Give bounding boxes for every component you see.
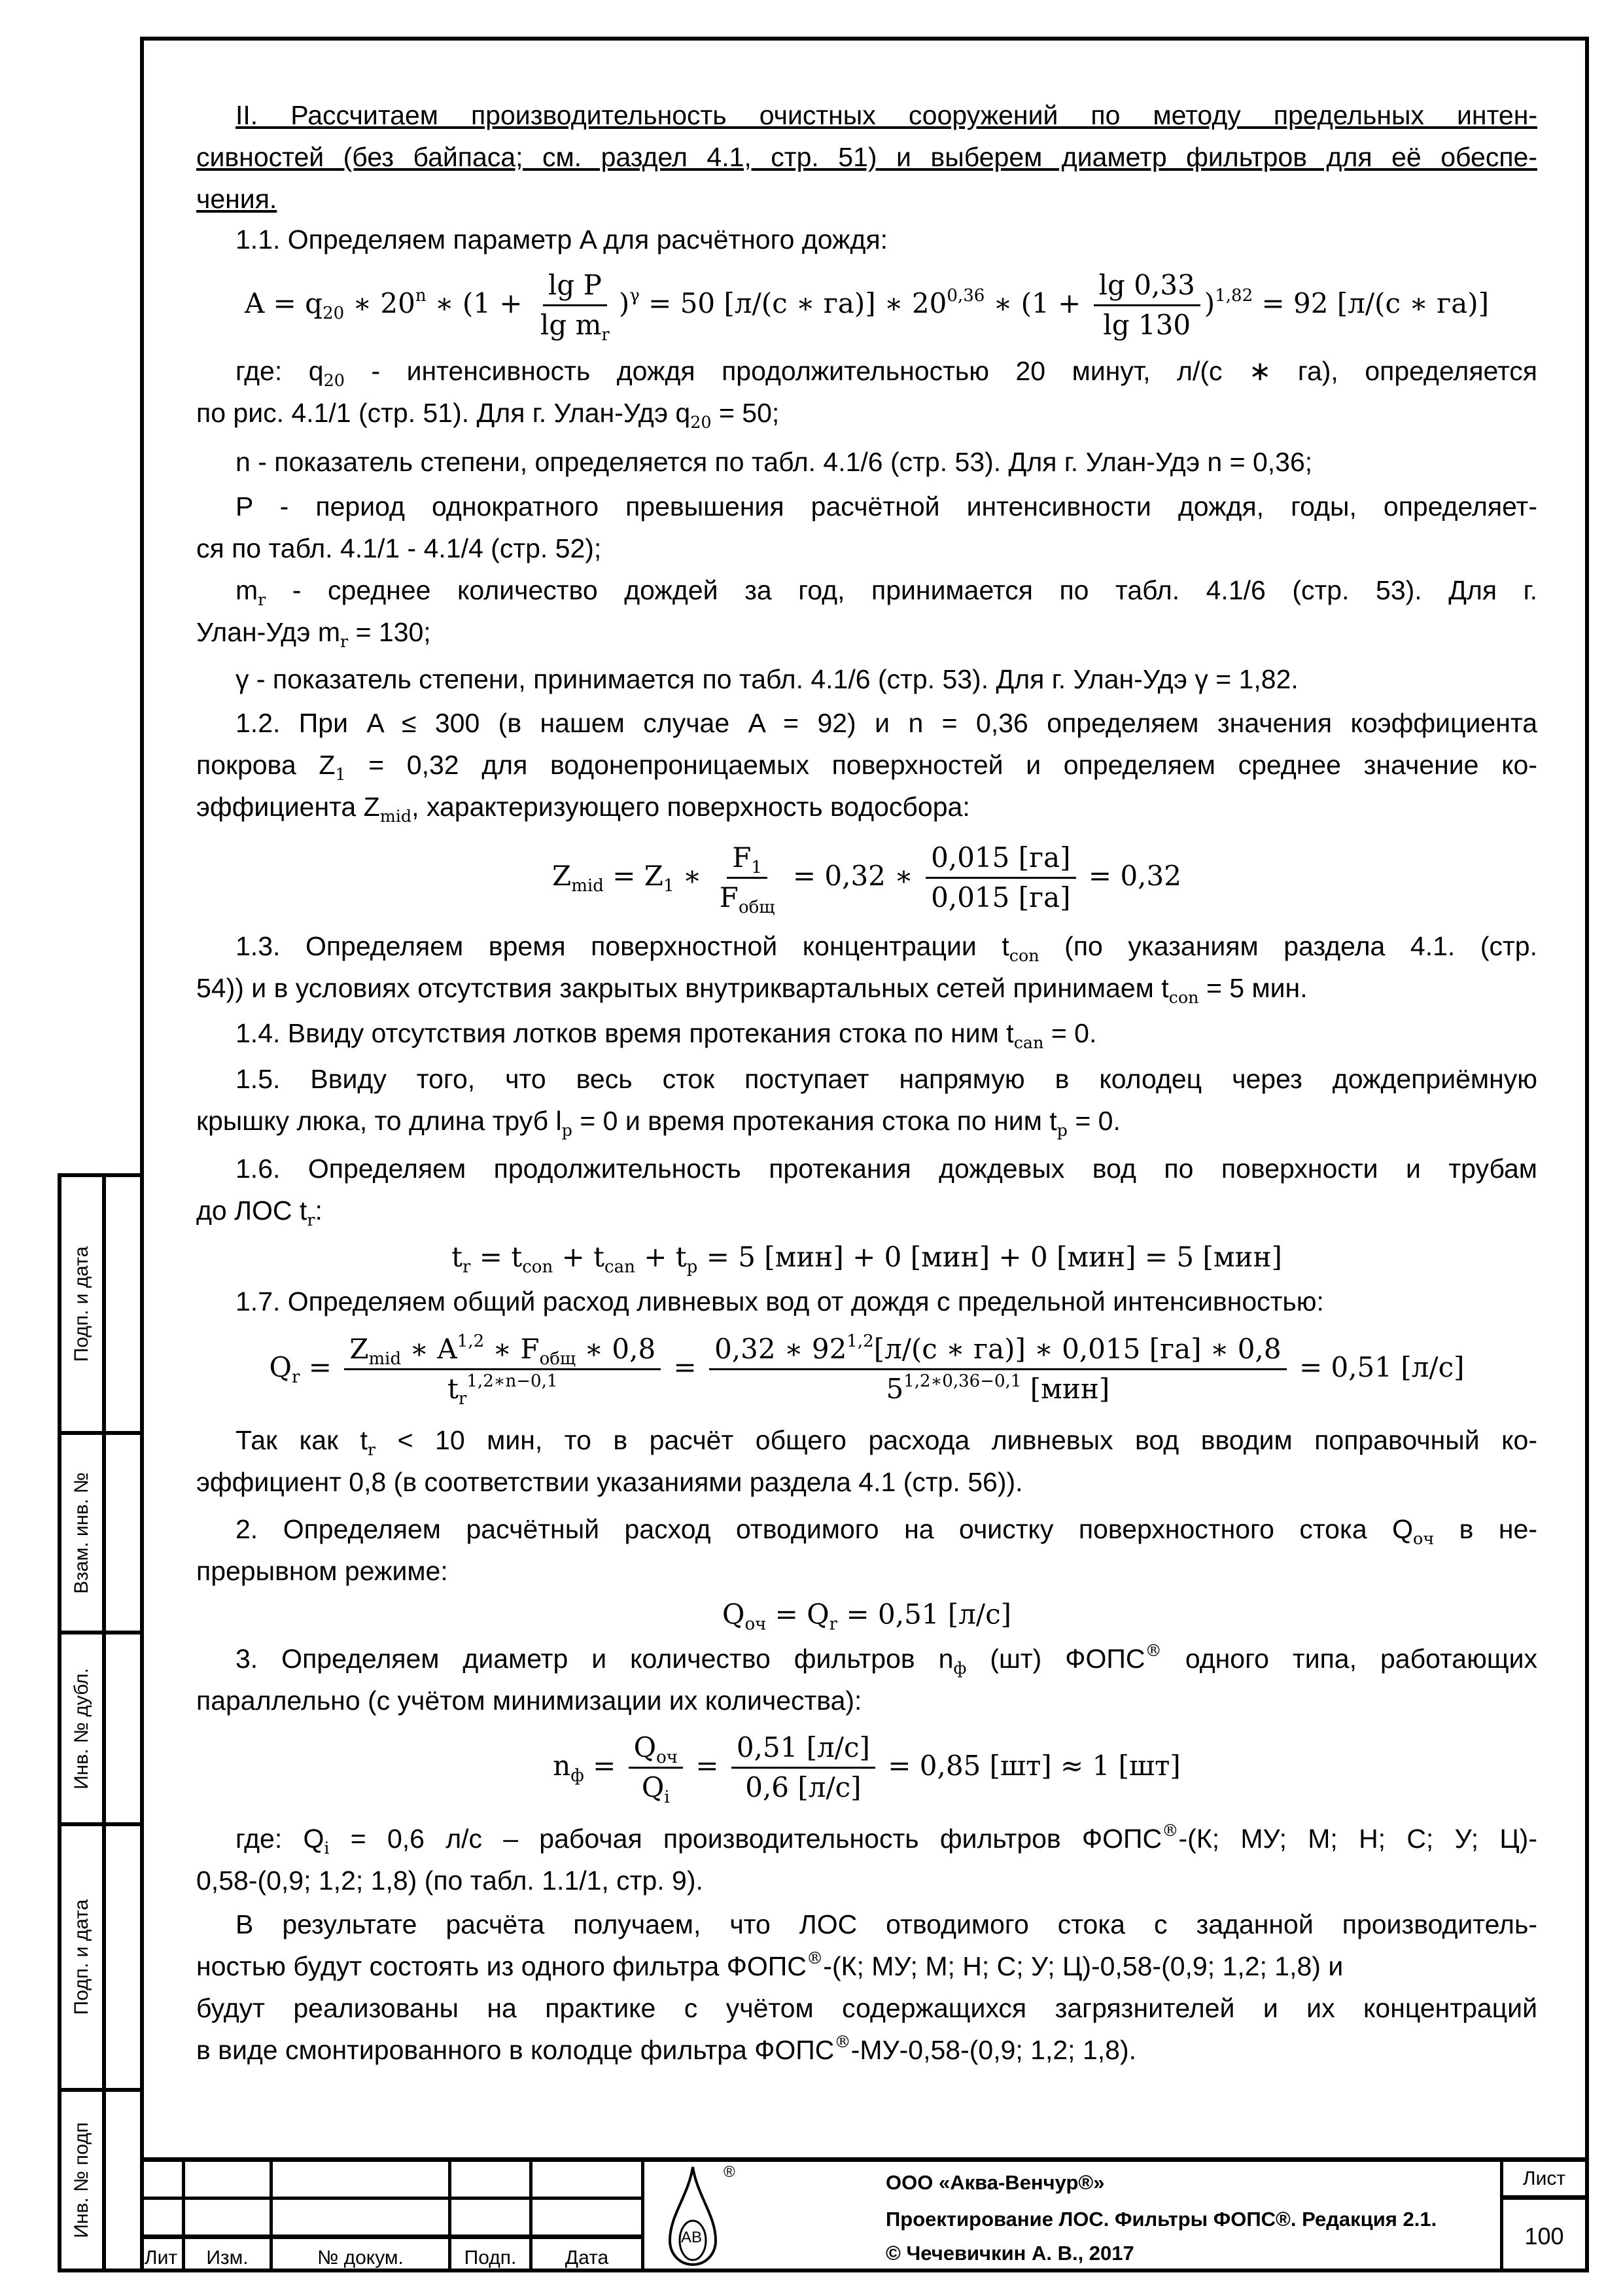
text-line — [196, 1638, 1537, 1680]
subscript: mid — [571, 876, 604, 896]
text-run: в не- — [1434, 1514, 1537, 1544]
text-run: t — [447, 1373, 459, 1405]
text-run: где: Q — [236, 1824, 324, 1854]
subscript: con — [522, 1257, 553, 1277]
superscript: ® — [1145, 1640, 1162, 1661]
text-line — [196, 1508, 1537, 1550]
fraction — [629, 1731, 683, 1808]
column-izm — [185, 2239, 273, 2272]
subscript: 1 — [751, 858, 762, 878]
paragraph-1-2 — [196, 702, 1537, 828]
subscript: can — [1013, 1032, 1044, 1052]
text-run: lg m — [540, 309, 602, 342]
numerator — [926, 841, 1075, 879]
subscript: оч — [1413, 1528, 1435, 1548]
superscript: γ — [629, 285, 640, 306]
subscript: con — [1168, 987, 1199, 1007]
company-name: ООО «Аква-Венчур®» — [886, 2171, 1105, 2194]
text-run: = 0. — [1043, 1018, 1097, 1048]
text-run: в виде смонтированного в колодце фильтра ФОПС — [196, 2035, 835, 2065]
text-run: A = q — [244, 287, 323, 319]
text-line — [196, 1190, 1537, 1231]
title-block — [140, 2157, 1589, 2272]
formula-tr — [196, 1241, 1537, 1277]
subscript: r — [340, 631, 349, 651]
text-line — [196, 1860, 1537, 1901]
stamp-row — [61, 1177, 140, 1435]
numerator — [1094, 269, 1200, 306]
text-run: 1.2. При A ≤ 300 (в нашем случае A = 92) и n = 0,36 определяем значения коэффициента — [236, 708, 1537, 738]
text-run: где: q — [236, 356, 324, 386]
formula-a — [196, 269, 1537, 345]
text-run: + t — [553, 1241, 605, 1273]
text-run: сивностей (без байпаса; см. раздел 4.1, стр. 51) и выберем диаметр фильтров для её обеспе- — [196, 142, 1537, 172]
superscript: ® — [806, 1948, 824, 1968]
column-lit — [140, 2239, 185, 2272]
text-run: 54)) и в условиях отсутствия закрытых внутриквартальных сетей принимаем t — [196, 973, 1169, 1003]
text-line — [196, 925, 1537, 967]
logo-letters: АВ — [681, 2229, 703, 2246]
denominator — [881, 1371, 1115, 1406]
subscript: r — [291, 1368, 300, 1388]
text-run: [мин] — [1021, 1373, 1110, 1405]
subscript: r — [307, 1209, 315, 1229]
formula-qoch — [196, 1598, 1537, 1634]
text-run: + t — [635, 1241, 687, 1273]
stamp-label: Инв. № подп — [71, 2122, 92, 2238]
subscript: i — [664, 1788, 670, 1808]
text-run: ∗ 20 — [344, 287, 415, 319]
superscript: ® — [1162, 1820, 1179, 1841]
text-run: 5 — [886, 1373, 904, 1405]
text-run: 0,51 [л/с] — [736, 1731, 870, 1764]
text-run: lg 0,33 — [1098, 269, 1195, 302]
text-run: ) — [618, 287, 630, 319]
text-run: = Z — [603, 860, 663, 892]
text-run: В результате расчёта получаем, что ЛОС отводимого стока с заданной производитель- — [236, 1909, 1537, 1939]
text-line — [196, 94, 1537, 136]
fraction — [344, 1331, 661, 1409]
text-run: P - период однократного превышения расчётной интенсивности дождя, годы, определяет- — [236, 491, 1537, 521]
text-run: ∗ (1 + — [985, 287, 1090, 319]
paragraph-p — [196, 486, 1537, 569]
formula-zmid — [196, 841, 1537, 918]
text-run: 1.7. Определяем общий расход ливневых вод от дождя с предельной интенсивностью: — [236, 1286, 1324, 1316]
stamp-row — [61, 1826, 140, 2092]
text-run: -(К; МУ; М; Н; С; У; Ц)-0,58-(0,9; 1,2; 1,8) и — [823, 1951, 1344, 1981]
stamp-label: Подп. и дата — [71, 1246, 92, 1362]
text-run: - среднее количество дождей за год, принимается по табл. 4.1/6 (стр. 53). Для г. — [266, 575, 1537, 605]
paragraph-2 — [196, 1508, 1537, 1592]
paragraph-1-4 — [196, 1012, 1537, 1054]
text-run: n — [553, 1750, 571, 1782]
text-run: = 5 [мин] + 0 [мин] + 0 [мин] = 5 [мин] — [697, 1241, 1282, 1273]
denominator — [1098, 307, 1196, 342]
subscript: ф — [953, 1657, 967, 1678]
paragraph-1-6 — [196, 1148, 1537, 1231]
text-line — [196, 486, 1537, 527]
fraction — [535, 269, 615, 345]
text-line — [196, 1148, 1537, 1190]
subscript: p — [1056, 1120, 1068, 1140]
column-label: Лит — [144, 2247, 178, 2269]
text-line — [196, 527, 1537, 569]
subscript: r — [829, 1614, 838, 1634]
subscript: 1 — [663, 876, 674, 896]
text-run: 0,58-(0,9; 1,2; 1,8) (по табл. 1.1/1, стр. 9). — [196, 1865, 703, 1896]
text-run: < 10 мин, то в расчёт общего расхода ливневых вод вводим поправочный ко- — [375, 1425, 1537, 1455]
text-run: ∗ F — [484, 1333, 540, 1366]
text-run: n - показатель степени, определяется по табл. 4.1/6 (стр. 53). Для г. Улан-Удэ n = 0,36; — [236, 447, 1313, 477]
text-run: = 130; — [348, 617, 431, 647]
superscript: ® — [834, 2032, 851, 2052]
stamp-label: Инв. № дубл. — [71, 1667, 92, 1790]
superscript: 1,2 — [457, 1331, 485, 1351]
paragraph-result — [196, 1903, 1537, 2071]
text-run: = 0,32 для водонепроницаемых поверхностей и определяем среднее значение ко- — [345, 750, 1537, 780]
sheet-number-cell — [1500, 2200, 1585, 2272]
text-run: Q — [269, 1351, 292, 1383]
subscript: 1 — [335, 764, 346, 784]
text-run: Q — [633, 1731, 657, 1764]
text-run: параллельно (с учётом минимизации их количества): — [196, 1686, 862, 1716]
text-line — [196, 1100, 1537, 1142]
text-line — [196, 1550, 1537, 1592]
numerator — [543, 269, 607, 306]
paragraph-1-7 — [196, 1280, 1537, 1322]
text-line — [196, 1012, 1537, 1054]
text-line — [196, 1680, 1537, 1722]
subscript: r — [601, 325, 610, 345]
subscript: r — [462, 1257, 471, 1277]
text-line — [196, 1280, 1537, 1322]
numerator — [727, 841, 767, 879]
superscript: 1,2 — [846, 1331, 874, 1351]
text-line — [196, 702, 1537, 744]
subscript: 20 — [323, 370, 345, 390]
fraction — [731, 1731, 875, 1805]
text-run: прерывном режиме: — [196, 1556, 448, 1586]
denominator — [442, 1371, 563, 1409]
denominator — [740, 1769, 866, 1805]
column-doc-number — [273, 2239, 451, 2272]
text-run: ∗ 0,8 — [576, 1333, 656, 1366]
subscript: 20 — [323, 304, 345, 324]
fraction — [926, 841, 1075, 915]
text-run: F — [732, 841, 752, 874]
text-run: = — [686, 1750, 727, 1782]
subscript: оч — [744, 1614, 767, 1634]
text-run: ностью будут состоять из одного фильтра ФОПС — [196, 1951, 807, 1981]
text-run: = 0,85 [шт] ≈ 1 [шт] — [879, 1750, 1181, 1782]
numerator — [731, 1731, 875, 1769]
stamp-label: Подп. и дата — [71, 1899, 92, 2015]
author-copyright: © Чечевичкин А. В., 2017 — [886, 2242, 1134, 2265]
subscript: mid — [379, 805, 412, 826]
text-run: -МУ-0,58-(0,9; 1,2; 1,8). — [850, 2035, 1136, 2065]
stamp-row — [61, 1634, 140, 1826]
text-line — [196, 744, 1537, 786]
column-label: № докум. — [317, 2247, 404, 2269]
text-run: = 0. — [1067, 1106, 1121, 1136]
text-run: : — [315, 1195, 323, 1226]
text-line — [196, 219, 1537, 260]
text-run: = 0,51 [л/с] — [1290, 1351, 1465, 1383]
text-run: = — [584, 1750, 625, 1782]
text-run: = 0,32 — [1079, 860, 1181, 892]
column-date — [532, 2239, 644, 2272]
text-run: 1.5. Ввиду того, что весь сток поступает напрямую в колодец через дождеприёмную — [236, 1064, 1537, 1094]
text-run: γ - показатель степени, принимается по табл. 4.1/6 (стр. 53). Для г. Улан-Удэ γ = 1,82. — [236, 664, 1299, 694]
text-run: 0,6 [л/с] — [745, 1771, 862, 1804]
text-line — [196, 569, 1537, 611]
text-run: 1.6. Определяем продолжительность протекания дождевых вод по поверхности и трубам — [236, 1154, 1537, 1184]
sheet-number: 100 — [1524, 2222, 1564, 2250]
section-heading — [196, 94, 1537, 220]
subscript: ф — [570, 1766, 584, 1786]
text-line — [196, 136, 1537, 178]
stamp-label: Взам. инв. № — [71, 1472, 92, 1594]
text-run: Так как t — [236, 1425, 368, 1455]
superscript: n — [415, 285, 427, 306]
text-run: t — [451, 1241, 462, 1273]
text-run: ∗ A — [401, 1333, 457, 1366]
text-run: = 50 [л/(с ∗ га)] ∗ 20 — [639, 287, 947, 319]
text-run: 3. Определяем диаметр и количество фильтров n — [236, 1644, 954, 1674]
text-run: = — [665, 1351, 706, 1383]
approval-stamp-strip — [58, 1173, 140, 2272]
text-run: эффициента Z — [196, 792, 380, 822]
text-run: до ЛОС t — [196, 1195, 307, 1226]
superscript: 0,36 — [947, 285, 985, 306]
paragraph-q20 — [196, 350, 1537, 434]
text-run: крышку люка, то длина труб l — [196, 1106, 562, 1136]
text-run: II. Рассчитаем производительность очистных сооружений по методу предельных интен- — [236, 100, 1537, 130]
text-run: 0,015 [га] — [931, 881, 1071, 914]
paragraph-3 — [196, 1638, 1537, 1722]
text-run: [л/(с ∗ га)] ∗ 0,015 [га] ∗ 0,8 — [873, 1333, 1282, 1366]
text-run: эффициент 0,8 (в соответствии указаниями раздела 4.1 (стр. 56)). — [196, 1467, 1023, 1497]
column-label: Дата — [565, 2247, 609, 2269]
subscript: can — [604, 1257, 635, 1277]
superscript: 1,82 — [1215, 285, 1253, 306]
text-run: = 92 [л/(с ∗ га)] — [1253, 287, 1490, 319]
paragraph-1-5 — [196, 1058, 1537, 1142]
denominator — [926, 879, 1075, 915]
column-label: Изм. — [206, 2247, 249, 2269]
text-run: чения. — [196, 184, 277, 214]
text-run: = 5 мин. — [1198, 973, 1308, 1003]
subscript: общ — [738, 898, 775, 918]
text-run: 0,32 ∗ 92 — [714, 1333, 847, 1366]
paragraph-n — [196, 441, 1537, 483]
text-line — [196, 1945, 1537, 1987]
text-run: Улан-Удэ m — [196, 617, 341, 647]
text-run: Z — [349, 1333, 369, 1366]
numerator — [344, 1333, 661, 1370]
fraction — [1094, 269, 1200, 342]
registered-mark: ® — [724, 2163, 735, 2181]
numerator — [709, 1333, 1287, 1370]
formula-nf — [196, 1731, 1537, 1808]
text-run: ∗ (1 + — [426, 287, 531, 319]
text-line — [196, 1903, 1537, 1945]
paragraph-qi — [196, 1818, 1537, 1901]
text-run: ся по табл. 4.1/1 - 4.1/4 (стр. 52); — [196, 533, 602, 563]
text-line — [196, 967, 1537, 1009]
stamp-row — [61, 1435, 140, 1634]
paragraph-1-1 — [196, 219, 1537, 260]
denominator — [535, 307, 615, 345]
text-line — [196, 611, 1537, 653]
column-signature — [451, 2239, 532, 2272]
text-line — [196, 1818, 1537, 1860]
text-run: lg P — [548, 269, 602, 302]
text-line — [196, 1419, 1537, 1461]
paragraph-mr — [196, 569, 1537, 653]
paragraph-1-3 — [196, 925, 1537, 1009]
denominator — [714, 879, 780, 918]
project-title: Проектирование ЛОС. Фильтры ФОПС®. Редакция 2.1. — [886, 2208, 1437, 2231]
text-run: 1.4. Ввиду отсутствия лотков время протекания стока по ним t — [236, 1018, 1014, 1048]
subscript: p — [686, 1257, 698, 1277]
text-run: = Q — [766, 1598, 829, 1631]
text-run: (по указаниям раздела 4.1. (стр. — [1039, 931, 1537, 961]
text-line — [196, 1461, 1537, 1503]
text-run: - интенсивность дождя продолжительностью 20 минут, л/(с ∗ га), определяется — [344, 356, 1537, 386]
stamp-row — [61, 2092, 140, 2272]
text-run: Z — [552, 860, 572, 892]
text-run: будут реализованы на практике с учётом содержащихся загрязнителей и их концентраций — [196, 1993, 1537, 2023]
fraction — [709, 1333, 1287, 1406]
text-run: ∗ — [674, 860, 710, 892]
text-run: -(К; МУ; М; Н; С; У; Ц)- — [1178, 1824, 1537, 1854]
numerator — [629, 1731, 683, 1769]
text-line — [196, 178, 1537, 220]
fraction — [714, 841, 780, 918]
subscript: r — [367, 1439, 376, 1459]
superscript: 1,2∗n−0,1 — [466, 1371, 558, 1392]
denominator — [637, 1769, 675, 1808]
text-run: 1.3. Определяем время поверхностной концентрации t — [236, 931, 1009, 961]
text-run: = 0 и время протекания стока по ним t — [572, 1106, 1057, 1136]
subscript: p — [561, 1120, 572, 1140]
text-run: = 0,32 ∗ — [784, 860, 922, 892]
text-run: = t — [470, 1241, 523, 1273]
superscript: 1,2∗0,36−0,1 — [903, 1371, 1022, 1392]
paragraph-gamma — [196, 658, 1537, 700]
sheet-label-cell — [1500, 2162, 1585, 2200]
text-run: 1.1. Определяем параметр A для расчётного дождя: — [236, 224, 888, 255]
text-run: покрова Z — [196, 750, 336, 780]
text-run: = — [300, 1351, 341, 1383]
subscript: i — [324, 1837, 330, 1858]
water-drop-icon — [663, 2163, 722, 2268]
subscript: mid — [368, 1349, 402, 1369]
text-run: F — [719, 881, 739, 914]
column-label: Подп. — [464, 2247, 517, 2269]
text-run: lg 130 — [1103, 309, 1191, 342]
text-run: = 0,6 л/с – рабочая производительность фильтров ФОПС — [329, 1824, 1162, 1854]
text-run: = 50; — [711, 398, 780, 428]
text-line — [196, 392, 1537, 434]
subscript: r — [258, 589, 266, 609]
subscript: 20 — [690, 412, 712, 432]
text-run: , характеризующего поверхность водосбора: — [411, 792, 970, 822]
text-line — [196, 441, 1537, 483]
subscript: r — [458, 1389, 467, 1409]
text-run: Q — [722, 1598, 745, 1631]
subscript: con — [1009, 945, 1039, 965]
text-line — [196, 658, 1537, 700]
text-run: = 0,51 [л/с] — [837, 1598, 1011, 1631]
text-line — [196, 1058, 1537, 1100]
subscript: оч — [656, 1748, 678, 1768]
text-run: ) — [1204, 287, 1215, 319]
paragraph-correction — [196, 1419, 1537, 1503]
company-logo — [663, 2163, 735, 2268]
text-run: m — [236, 575, 258, 605]
text-run: (шт) ФОПС — [966, 1644, 1145, 1674]
text-run: 0,015 [га] — [931, 841, 1071, 874]
text-run: Q — [641, 1771, 665, 1804]
subscript: общ — [539, 1349, 576, 1369]
text-line — [196, 1987, 1537, 2029]
text-line — [196, 350, 1537, 392]
text-line — [196, 2029, 1537, 2071]
sheet-label: Лист — [1522, 2167, 1566, 2189]
formula-qr — [196, 1331, 1537, 1409]
text-run: одного типа, работающих — [1161, 1644, 1537, 1674]
text-run: 2. Определяем расчётный расход отводимого на очистку поверхностного стока Q — [236, 1514, 1414, 1544]
text-line — [196, 786, 1537, 828]
text-run: по рис. 4.1/1 (стр. 51). Для г. Улан-Удэ q — [196, 398, 691, 428]
